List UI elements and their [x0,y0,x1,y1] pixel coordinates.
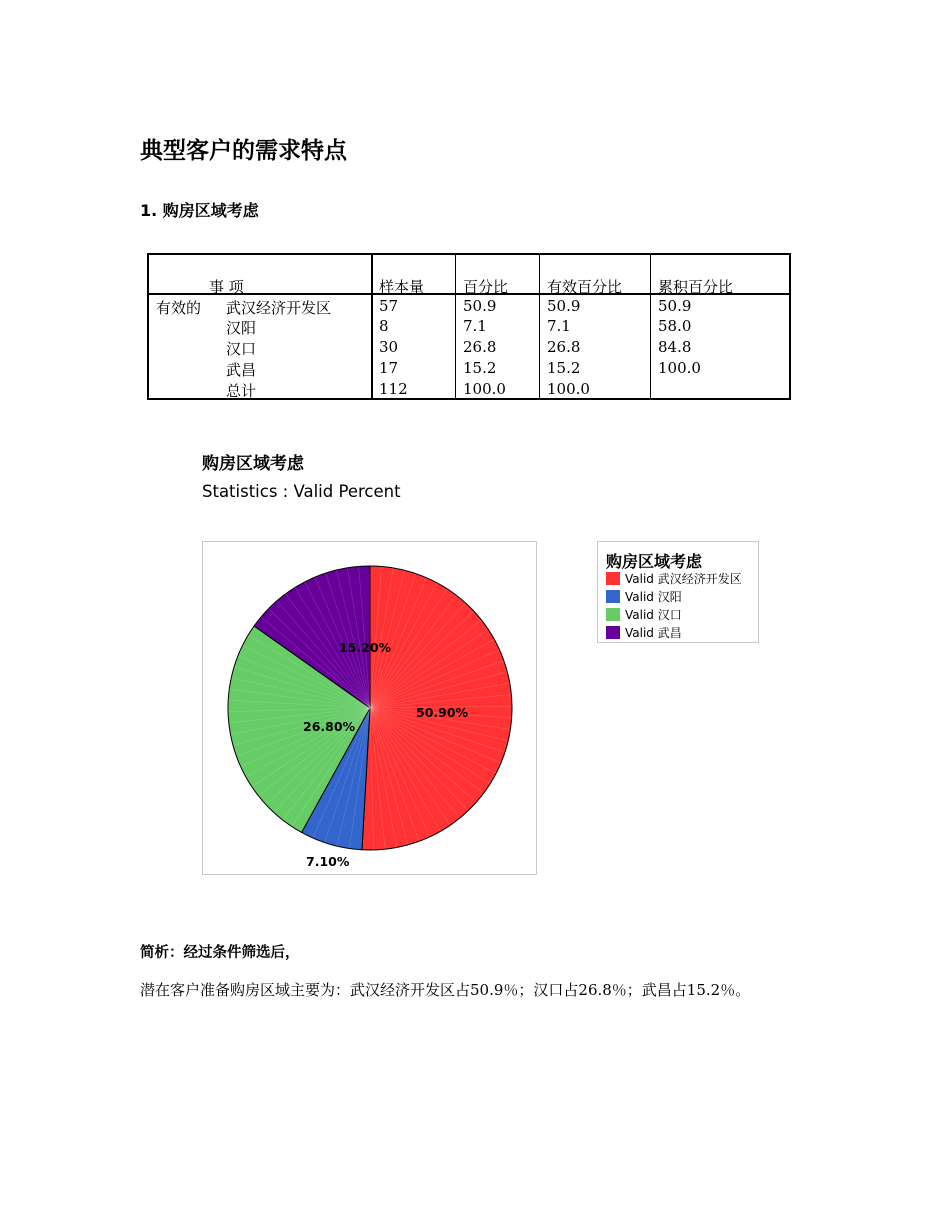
table-cell: 17 [379,359,399,377]
legend-item [606,624,682,641]
legend-item [606,588,682,605]
frequency-table [147,253,791,400]
chart-title: 购房区域考虑 [202,454,304,474]
table-cell: 15.2 [463,359,497,377]
legend-swatch [606,626,620,639]
table-header: 累积百分比 [658,278,734,296]
analysis-body: 潜在客户准备购房区域主要为：武汉经济开发区占50.9％；汉口占26.8％；武昌占15.2％。 [140,981,751,999]
legend-label: Valid 汉口 [625,608,682,622]
legend-label: Valid 汉阳 [625,590,682,604]
table-cell: 50.9 [658,297,692,315]
table-cell: 26.8 [547,338,581,356]
table-column-divider [650,255,651,398]
pie-chart-frame [202,541,537,875]
pie-data-label: 7.10% [306,854,350,869]
table-cell: 7.1 [463,317,487,335]
pie-data-label: 15.20% [339,640,392,655]
table-cell: 100.0 [547,380,590,398]
table-cell: 26.8 [463,338,497,356]
table-column-divider [539,255,540,398]
pie-data-label: 50.90% [416,705,469,720]
table-cell: 30 [379,338,399,356]
table-cell: 武汉经济开发区 [226,299,332,317]
table-header: 百分比 [463,278,509,296]
legend-label: Valid 武昌 [625,626,682,640]
legend-swatch [606,590,620,603]
table-cell: 57 [379,297,399,315]
legend-item [606,606,682,623]
legend-label: Valid 武汉经济开发区 [625,572,742,586]
chart-subtitle: Statistics : Valid Percent [202,482,401,501]
legend-swatch [606,608,620,621]
section-heading: 1. 购房区域考虑 [140,201,259,220]
table-group-label: 有效的 [156,299,202,317]
pie-chart [203,542,536,874]
page-title: 典型客户的需求特点 [140,138,347,164]
table-cell: 112 [379,380,408,398]
table-cell: 84.8 [658,338,692,356]
table-header: 有效百分比 [547,278,623,296]
table-cell: 50.9 [547,297,581,315]
table-cell: 100.0 [658,359,701,377]
table-cell: 15.2 [547,359,581,377]
table-cell: 7.1 [547,317,571,335]
pie-data-label: 26.80% [303,719,356,734]
table-cell: 50.9 [463,297,497,315]
legend-swatch [606,572,620,585]
table-cell: 汉口 [226,340,257,358]
table-cell: 总计 [226,382,257,400]
table-column-divider [371,255,373,398]
table-cell: 58.0 [658,317,692,335]
table-cell: 8 [379,317,389,335]
table-header: 事 项 [209,278,244,296]
chart-legend [597,541,759,643]
analysis-heading: 简析：经过条件筛选后， [140,945,300,961]
legend-item [606,570,742,587]
table-cell: 武昌 [226,361,257,379]
table-cell: 100.0 [463,380,506,398]
table-column-divider [455,255,456,398]
table-cell: 汉阳 [226,319,257,337]
legend-title: 购房区域考虑 [606,552,703,571]
table-header: 样本量 [379,278,425,296]
